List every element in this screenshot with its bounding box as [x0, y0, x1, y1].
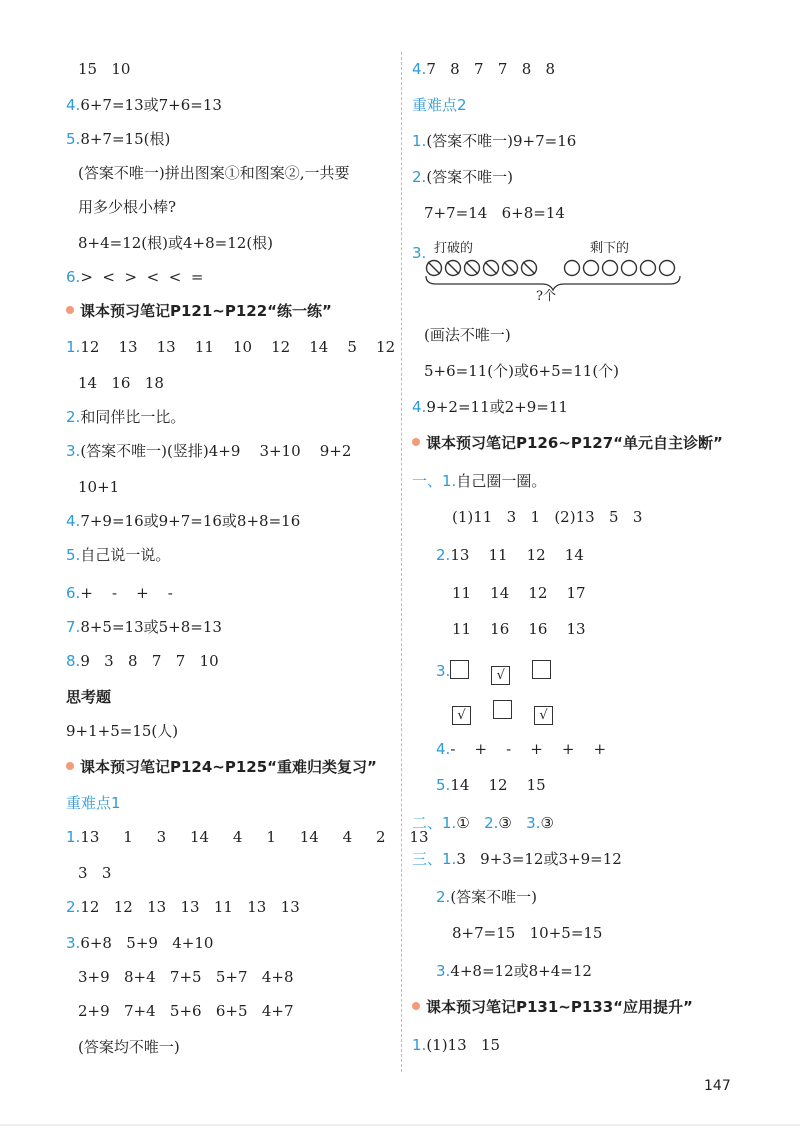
empty-box-icon: [493, 700, 512, 719]
answer-line: 用多少根小棒?: [78, 198, 177, 216]
answer-line: 1.(1)13 15: [412, 1036, 501, 1054]
answer-line: 1.(答案不唯一)9+7=16: [412, 132, 577, 150]
thinking-title: 思考题: [66, 688, 112, 706]
answer-line: 11 16 16 13: [452, 620, 586, 638]
answer-line: 7.8+5=13或5+8=13: [66, 618, 222, 636]
answer-line: 1.13 1 3 14 4 1 14 4 2 13: [66, 828, 429, 846]
answer-line: 7+7=14 6+8=14: [424, 204, 565, 222]
section-heading: 课本预习笔记P124~P125“重难归类复习”: [66, 758, 377, 776]
question-label: ?个: [536, 289, 556, 304]
section-heading: 课本预习笔记P121~P122“练一练”: [66, 302, 332, 320]
answer-number: 3.: [412, 244, 427, 262]
answer-line: 2.12 12 13 13 11 13 13: [66, 898, 300, 916]
answer-line: (答案均不唯一): [78, 1038, 180, 1056]
section-heading: 课本预习笔记P131~P133“应用提升”: [412, 998, 693, 1016]
answer-line: 4.6+7=13或7+6=13: [66, 96, 222, 114]
subsection-title: 重难点1: [66, 794, 121, 812]
answer-line: 2.13 11 12 14: [436, 546, 584, 564]
column-divider: [401, 52, 402, 1072]
footer-rule: [0, 1124, 800, 1126]
left-label: 剩下的: [590, 241, 630, 256]
bullet-dot-icon: [66, 762, 74, 770]
answer-line: 2.(答案不唯一): [412, 168, 514, 186]
checked-box-icon: √: [534, 706, 553, 725]
bullet-dot-icon: [412, 438, 420, 446]
answer-line: 5+6=11(个)或6+5=11(个): [424, 362, 620, 380]
answer-line: 8+4=12(根)或4+8=12(根): [78, 234, 274, 252]
remaining-ball-icon: [565, 261, 675, 276]
answer-line: 2.和同伴比一比。: [66, 408, 186, 426]
answer-line: 9+1+5=15(人): [66, 722, 179, 740]
answer-line: 3.(答案不唯一)(竖排)4+9 3+10 9+2: [66, 442, 352, 460]
bullet-dot-icon: [66, 306, 74, 314]
answer-line: (1)11 3 1 (2)13 5 3: [452, 508, 643, 526]
answer-line: 4.7+9=16或9+7=16或8+8=16: [66, 512, 301, 530]
answer-line: 4.- + - + + +: [436, 740, 607, 758]
section-heading: 课本预习笔记P126~P127“单元自主诊断”: [412, 434, 723, 452]
answer-line: 3.4+8=12或8+4=12: [436, 962, 592, 980]
answer-line: 2+9 7+4 5+6 6+5 4+7: [78, 1002, 294, 1020]
balls-diagram: [422, 258, 692, 308]
answer-line: 8.9 3 8 7 7 10: [66, 652, 219, 670]
broken-ball-icon: [427, 261, 537, 276]
answer-line: 二、1.① 2.③ 3.③: [412, 814, 554, 832]
answer-line: 15 10: [78, 60, 131, 78]
checked-box-icon: √: [452, 706, 471, 725]
answer-line: (画法不唯一): [424, 326, 511, 344]
answer-line: 4.9+2=11或2+9=11: [412, 398, 568, 416]
answer-line: 8+7=15 10+5=15: [452, 924, 603, 942]
answer-line: 三、1.3 9+3=12或3+9=12: [412, 850, 622, 868]
answer-line: (答案不唯一)拼出图案①和图案②,一共要: [78, 164, 350, 182]
checked-box-icon: √: [491, 666, 510, 685]
answer-line: 一、1.自己圈一圈。: [412, 472, 547, 490]
answer-line: 3+9 8+4 7+5 5+7 4+8: [78, 968, 294, 986]
page-number: 147: [704, 1078, 731, 1094]
answer-line: 6.> < > < < =: [66, 268, 204, 286]
bullet-dot-icon: [412, 1002, 420, 1010]
answer-line: 5.8+7=15(根): [66, 130, 171, 148]
empty-box-icon: [450, 660, 469, 679]
empty-box-icon: [532, 660, 551, 679]
subsection-title: 重难点2: [412, 96, 467, 114]
answer-line: 3. √: [436, 660, 573, 685]
answer-line: 2.(答案不唯一): [436, 888, 538, 906]
answer-line: 3.6+8 5+9 4+10: [66, 934, 214, 952]
answer-line: 10+1: [78, 478, 120, 496]
broken-label: 打破的: [434, 241, 474, 256]
answer-line: 5.14 12 15: [436, 776, 546, 794]
answer-line: 5.自己说一说。: [66, 546, 171, 564]
answer-line: 4.7 8 7 7 8 8: [412, 60, 556, 78]
answer-line: 6.+ - + -: [66, 584, 173, 602]
answer-line: 3 3: [78, 864, 112, 882]
answer-line: 11 14 12 17: [452, 584, 586, 602]
answer-line: 14 16 18: [78, 374, 164, 392]
answer-line: 1.12 13 13 11 10 12 14 5 12: [66, 338, 396, 356]
answer-line: [452, 700, 575, 725]
